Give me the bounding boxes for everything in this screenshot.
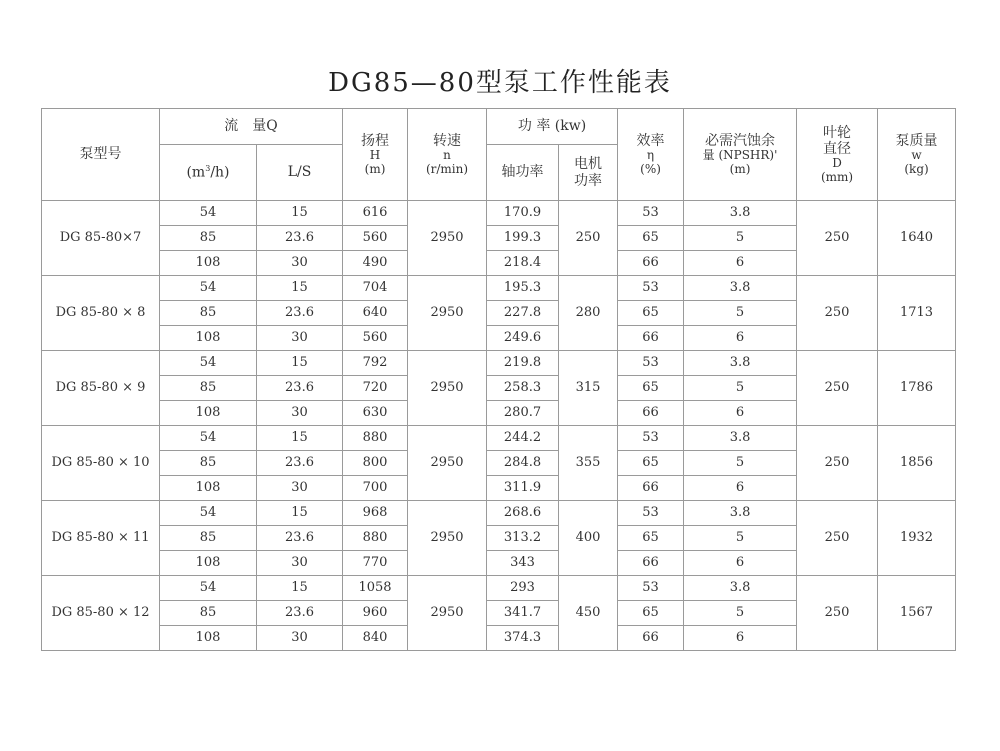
- speed-cell: 2950: [408, 426, 487, 501]
- flow-ls-cell: 30: [257, 551, 343, 576]
- flow-m3h-cell: 85: [160, 301, 257, 326]
- model-cell: DG 85-80 × 9: [42, 351, 160, 426]
- npshr-cell: 3.8: [684, 276, 797, 301]
- mass-cell: 1856: [878, 426, 956, 501]
- head-cell: 800: [343, 451, 408, 476]
- head-cell: 630: [343, 401, 408, 426]
- header-mass: 泵质量 w (kg): [878, 109, 956, 201]
- speed-cell: 2950: [408, 576, 487, 651]
- head-cell: 720: [343, 376, 408, 401]
- head-cell: 880: [343, 526, 408, 551]
- motor-power-cell: 315: [559, 351, 618, 426]
- shaft-power-cell: 244.2: [487, 426, 559, 451]
- shaft-power-cell: 280.7: [487, 401, 559, 426]
- flow-ls-cell: 30: [257, 401, 343, 426]
- header-flow: 流 量Q: [160, 109, 343, 145]
- flow-m3h-cell: 108: [160, 401, 257, 426]
- flow-m3h-cell: 85: [160, 451, 257, 476]
- flow-ls-cell: 15: [257, 276, 343, 301]
- head-cell: 770: [343, 551, 408, 576]
- shaft-power-cell: 258.3: [487, 376, 559, 401]
- flow-ls-cell: 15: [257, 501, 343, 526]
- table-row: [42, 501, 956, 526]
- flow-ls-cell: 23.6: [257, 376, 343, 401]
- speed-cell: 2950: [408, 201, 487, 276]
- flow-m3h-cell: 85: [160, 526, 257, 551]
- npshr-cell: 3.8: [684, 351, 797, 376]
- flow-m3h-cell: 85: [160, 226, 257, 251]
- head-cell: 968: [343, 501, 408, 526]
- efficiency-cell: 65: [618, 526, 684, 551]
- impeller-diameter-cell: 250: [797, 576, 878, 651]
- header-flow-m3h: $(m^3/h)$: [160, 145, 257, 201]
- efficiency-cell: 65: [618, 601, 684, 626]
- npshr-cell: 5: [684, 301, 797, 326]
- head-cell: 560: [343, 326, 408, 351]
- efficiency-cell: 66: [618, 626, 684, 651]
- shaft-power-cell: 313.2: [487, 526, 559, 551]
- header-impeller: 叶轮 直径 D (mm): [797, 109, 878, 201]
- flow-ls-cell: 23.6: [257, 601, 343, 626]
- flow-ls-cell: 30: [257, 326, 343, 351]
- npshr-cell: 5: [684, 376, 797, 401]
- shaft-power-cell: 227.8: [487, 301, 559, 326]
- header-speed: 转速 n (r/min): [408, 109, 487, 201]
- efficiency-cell: 53: [618, 276, 684, 301]
- npshr-cell: 6: [684, 251, 797, 276]
- flow-ls-cell: 23.6: [257, 451, 343, 476]
- mass-cell: 1786: [878, 351, 956, 426]
- efficiency-cell: 65: [618, 376, 684, 401]
- mass-cell: 1713: [878, 276, 956, 351]
- header-shaft-power: 轴功率: [487, 145, 559, 201]
- motor-power-cell: 250: [559, 201, 618, 276]
- impeller-diameter-cell: 250: [797, 351, 878, 426]
- efficiency-cell: 53: [618, 576, 684, 601]
- shaft-power-cell: 199.3: [487, 226, 559, 251]
- page-title: DG85—80型泵工作性能表: [328, 68, 672, 98]
- model-cell: DG 85-80 × 8: [42, 276, 160, 351]
- flow-m3h-cell: 108: [160, 251, 257, 276]
- mass-cell: 1932: [878, 501, 956, 576]
- table-row: [42, 201, 956, 226]
- flow-ls-cell: 30: [257, 251, 343, 276]
- head-cell: 490: [343, 251, 408, 276]
- flow-m3h-cell: 54: [160, 351, 257, 376]
- head-cell: 616: [343, 201, 408, 226]
- npshr-cell: 6: [684, 401, 797, 426]
- flow-m3h-cell: 54: [160, 276, 257, 301]
- npshr-cell: 5: [684, 451, 797, 476]
- npshr-cell: 6: [684, 551, 797, 576]
- flow-ls-cell: 30: [257, 626, 343, 651]
- efficiency-cell: 65: [618, 301, 684, 326]
- speed-cell: 2950: [408, 276, 487, 351]
- flow-m3h-cell: 85: [160, 601, 257, 626]
- shaft-power-cell: 268.6: [487, 501, 559, 526]
- npshr-cell: 6: [684, 626, 797, 651]
- npshr-cell: 3.8: [684, 426, 797, 451]
- efficiency-cell: 53: [618, 426, 684, 451]
- shaft-power-cell: 374.3: [487, 626, 559, 651]
- npshr-cell: 5: [684, 601, 797, 626]
- flow-ls-cell: 23.6: [257, 226, 343, 251]
- shaft-power-cell: 343: [487, 551, 559, 576]
- motor-power-cell: 280: [559, 276, 618, 351]
- npshr-cell: 6: [684, 326, 797, 351]
- efficiency-cell: 53: [618, 201, 684, 226]
- impeller-diameter-cell: 250: [797, 501, 878, 576]
- head-cell: 704: [343, 276, 408, 301]
- efficiency-cell: 65: [618, 226, 684, 251]
- shaft-power-cell: 219.8: [487, 351, 559, 376]
- flow-ls-cell: 30: [257, 476, 343, 501]
- impeller-diameter-cell: 250: [797, 201, 878, 276]
- efficiency-cell: 66: [618, 326, 684, 351]
- shaft-power-cell: 284.8: [487, 451, 559, 476]
- impeller-diameter-cell: 250: [797, 426, 878, 501]
- efficiency-cell: 66: [618, 251, 684, 276]
- flow-m3h-cell: 54: [160, 576, 257, 601]
- speed-cell: 2950: [408, 501, 487, 576]
- motor-power-cell: 450: [559, 576, 618, 651]
- table-row: [42, 426, 956, 451]
- efficiency-cell: 53: [618, 501, 684, 526]
- flow-m3h-cell: 108: [160, 551, 257, 576]
- flow-m3h-cell: 54: [160, 501, 257, 526]
- shaft-power-cell: 195.3: [487, 276, 559, 301]
- mass-cell: 1640: [878, 201, 956, 276]
- efficiency-cell: 66: [618, 401, 684, 426]
- flow-ls-cell: 15: [257, 426, 343, 451]
- npshr-cell: 5: [684, 526, 797, 551]
- header-motor-power: 电机 功率: [559, 145, 618, 201]
- table-row: [42, 576, 956, 601]
- flow-ls-cell: 15: [257, 576, 343, 601]
- npshr-cell: 3.8: [684, 201, 797, 226]
- motor-power-cell: 355: [559, 426, 618, 501]
- table-body: [42, 201, 956, 651]
- table-header: [42, 109, 956, 201]
- header-npshr: 必需汽蚀余 量 (NPSHR)' (m): [684, 109, 797, 201]
- speed-cell: 2950: [408, 351, 487, 426]
- flow-ls-cell: 23.6: [257, 526, 343, 551]
- shaft-power-cell: 249.6: [487, 326, 559, 351]
- efficiency-cell: 53: [618, 351, 684, 376]
- flow-m3h-cell: 108: [160, 626, 257, 651]
- npshr-cell: 3.8: [684, 501, 797, 526]
- flow-ls-cell: 15: [257, 351, 343, 376]
- flow-m3h-cell: 108: [160, 476, 257, 501]
- npshr-cell: 3.8: [684, 576, 797, 601]
- header-flow-ls: L/S: [257, 145, 343, 201]
- head-cell: 792: [343, 351, 408, 376]
- npshr-cell: 6: [684, 476, 797, 501]
- impeller-diameter-cell: 250: [797, 276, 878, 351]
- efficiency-cell: 65: [618, 451, 684, 476]
- efficiency-cell: 66: [618, 551, 684, 576]
- head-cell: 840: [343, 626, 408, 651]
- flow-m3h-cell: 54: [160, 201, 257, 226]
- efficiency-cell: 66: [618, 476, 684, 501]
- flow-m3h-cell: 108: [160, 326, 257, 351]
- motor-power-cell: 400: [559, 501, 618, 576]
- shaft-power-cell: 218.4: [487, 251, 559, 276]
- table-row: [42, 276, 956, 301]
- shaft-power-cell: 341.7: [487, 601, 559, 626]
- flow-m3h-cell: 54: [160, 426, 257, 451]
- head-cell: 640: [343, 301, 408, 326]
- table-row: [42, 351, 956, 376]
- head-cell: 1058: [343, 576, 408, 601]
- head-cell: 960: [343, 601, 408, 626]
- shaft-power-cell: 170.9: [487, 201, 559, 226]
- flow-ls-cell: 15: [257, 201, 343, 226]
- mass-cell: 1567: [878, 576, 956, 651]
- performance-table: [41, 108, 956, 651]
- head-cell: 880: [343, 426, 408, 451]
- shaft-power-cell: 311.9: [487, 476, 559, 501]
- model-cell: DG 85-80 × 11: [42, 501, 160, 576]
- header-model: 泵型号: [42, 109, 160, 201]
- shaft-power-cell: 293: [487, 576, 559, 601]
- model-cell: DG 85-80 × 12: [42, 576, 160, 651]
- header-head: 扬程 H (m): [343, 109, 408, 201]
- npshr-cell: 5: [684, 226, 797, 251]
- model-cell: DG 85-80 × 10: [42, 426, 160, 501]
- flow-m3h-cell: 85: [160, 376, 257, 401]
- model-cell: DG 85-80×7: [42, 201, 160, 276]
- header-power: 功 率 (kw): [487, 109, 618, 145]
- flow-ls-cell: 23.6: [257, 301, 343, 326]
- header-efficiency: 效率 η (%): [618, 109, 684, 201]
- head-cell: 560: [343, 226, 408, 251]
- head-cell: 700: [343, 476, 408, 501]
